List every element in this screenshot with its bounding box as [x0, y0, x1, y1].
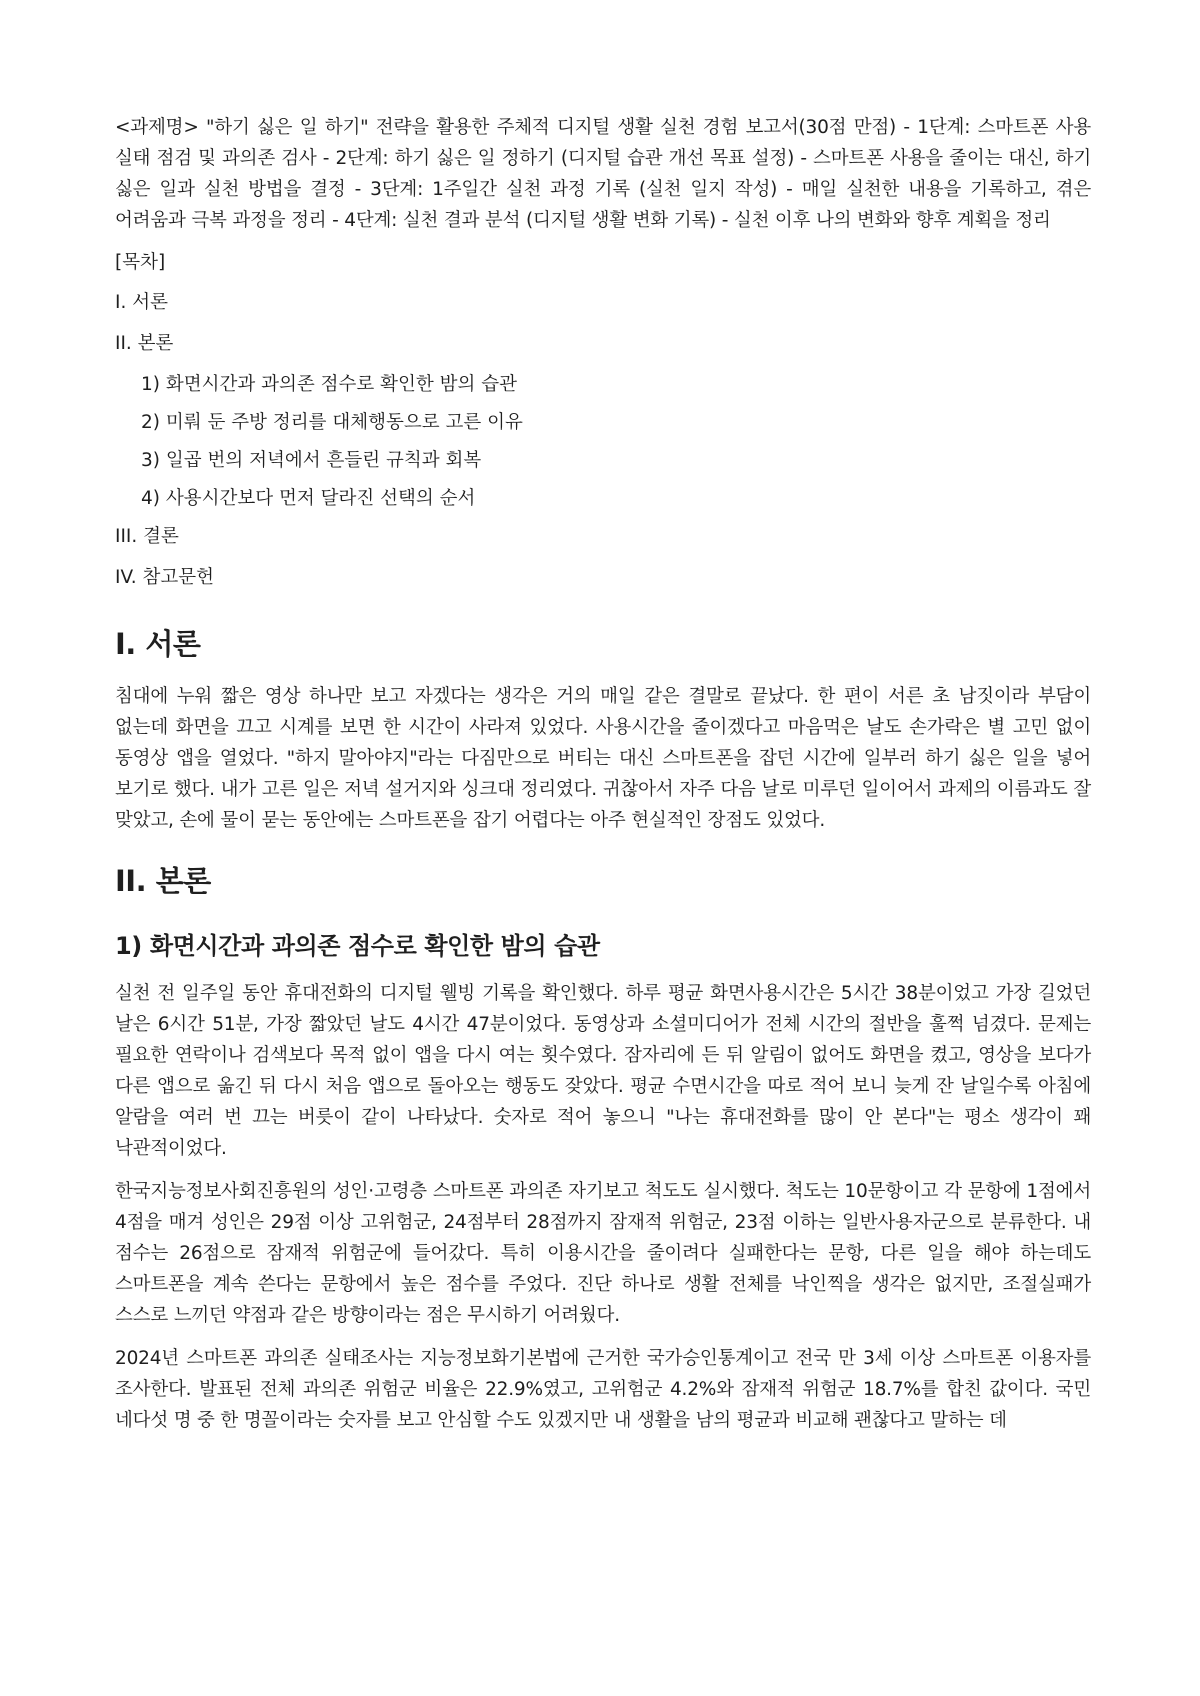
section-1-paragraph-3: 2024년 스마트폰 과의존 실태조사는 지능정보화기본법에 근거한 국가승인통계이고 전국 만 3세 이상 스마트폰 이용자를 조사한다. 발표된 전체 과의존 위험군 비율은 22.9%였고, 고위험군 4.2%와 잠재적 위험군 18.7%를 합친 값이다. 국민 네다섯 명 중 한 명꼴이라는 숫자를 보고 안심할 수도 있겠지만 내 생활을 남의 평균과 비교해 괜찮다고 말하는 데: [115, 1348, 1091, 1431]
toc-item-body-section-4: 4) 사용시간보다 먼저 달라진 선택의 순서: [141, 488, 476, 509]
toc-item-conclusion: III. 결론: [115, 526, 179, 547]
toc-list: [115, 290, 1091, 591]
toc-item-references: IV. 참고문헌: [115, 567, 214, 588]
toc-item-body-section-2: 2) 미뤄 둔 주방 정리를 대체행동으로 고른 이유: [141, 412, 523, 433]
section-1-paragraph-1: 실천 전 일주일 동안 휴대전화의 디지털 웰빙 기록을 확인했다. 하루 평균 화면사용시간은 5시간 38분이었고 가장 길었던 날은 6시간 51분, 가장 짧았던 날도 4시간 47분이었다. 동영상과 소셜미디어가 전체 시간의 절반을 훌쩍 넘겼다. 문제는 필요한 연락이나 검색보다 목적 없이 앱을 다시 여는 횟수였다. 잠자리에 든 뒤 알림이 없어도 화면을 켰고, 영상을 보다가 다른 앱으로 옮긴 뒤 다시 처음 앱으로 돌아오는 행동도 잦았다. 평균 수면시간을 따로 적어 보니 늦게 잔 날일수록 아침에 알람을 여러 번 끄는 버릇이 같이 나타났다. 숫자로 적어 놓으니 "나는 휴대전화를 많이 안 본다"는 평소 생각이 꽤 낙관적이었다.: [115, 983, 1091, 1159]
toc-item-body: II. 본론: [115, 333, 174, 354]
toc-item-introduction: I. 서론: [115, 292, 168, 313]
toc-heading: [목차]: [115, 252, 166, 273]
table-of-contents: [115, 250, 1091, 591]
body-heading: II. 본론: [115, 864, 211, 898]
section-1-paragraph-2: 한국지능정보사회진흥원의 성인·고령층 스마트폰 과의존 자기보고 척도도 실시했다. 척도는 10문항이고 각 문항에 1점에서 4점을 매겨 성인은 29점 이상 고위험군, 24점부터 28점까지 잠재적 위험군, 23점 이하는 일반사용자군으로 분류한다. 내 점수는 26점으로 잠재적 위험군에 들어갔다. 특히 이용시간을 줄이려다 실패한다는 문항, 다른 일을 해야 하는데도 스마트폰을 계속 쓴다는 문항에서 높은 점수를 주었다. 진단 하나로 생활 전체를 낙인찍을 생각은 없지만, 조절실패가 스스로 느끼던 약점과 같은 방향이라는 점은 무시하기 어려웠다.: [115, 1181, 1091, 1326]
toc-item-body-section-1: 1) 화면시간과 과의존 점수로 확인한 밤의 습관: [141, 374, 517, 395]
toc-item-body-section-3: 3) 일곱 번의 저녁에서 흔들린 규칙과 회복: [141, 450, 482, 471]
section-1-heading: 1) 화면시간과 과의존 점수로 확인한 밤의 습관: [115, 932, 600, 960]
introduction-heading: I. 서론: [115, 627, 201, 661]
introduction-paragraph: 침대에 누워 짧은 영상 하나만 보고 자겠다는 생각은 거의 매일 같은 결말로 끝났다. 한 편이 서른 초 남짓이라 부담이 없는데 화면을 끄고 시계를 보면 한 시간이 사라져 있었다. 사용시간을 줄이겠다고 마음먹은 날도 손가락은 별 고민 없이 동영상 앱을 열었다. "하지 말아야지"라는 다짐만으로 버티는 대신 스마트폰을 잡던 시간에 일부러 하기 싫은 일을 넣어 보기로 했다. 내가 고른 일은 저녁 설거지와 싱크대 정리였다. 귀찮아서 자주 다음 날로 미루던 일이어서 과제의 이름과도 잘 맞았고, 손에 물이 묻는 동안에는 스마트폰을 잡기 어렵다는 아주 현실적인 장점도 있었다.: [115, 686, 1091, 831]
assignment-description: <과제명> "하기 싫은 일 하기" 전략을 활용한 주체적 디지털 생활 실천 경험 보고서(30점 만점) - 1단계: 스마트폰 사용 실태 점검 및 과의존 검사 - 2단계: 하기 싫은 일 정하기 (디지털 습관 개선 목표 설정) - 스마트폰 사용을 줄이는 대신, 하기 싫은 일과 실천 방법을 결정 - 3단계: 1주일간 실천 과정 기록 (실천 일지 작성) - 매일 실천한 내용을 기록하고, 겪은 어려움과 극복 과정을 정리 - 4단계: 실천 결과 분석 (디지털 생활 변화 기록) - 실천 이후 나의 변화와 향후 계획을 정리: [115, 117, 1091, 231]
